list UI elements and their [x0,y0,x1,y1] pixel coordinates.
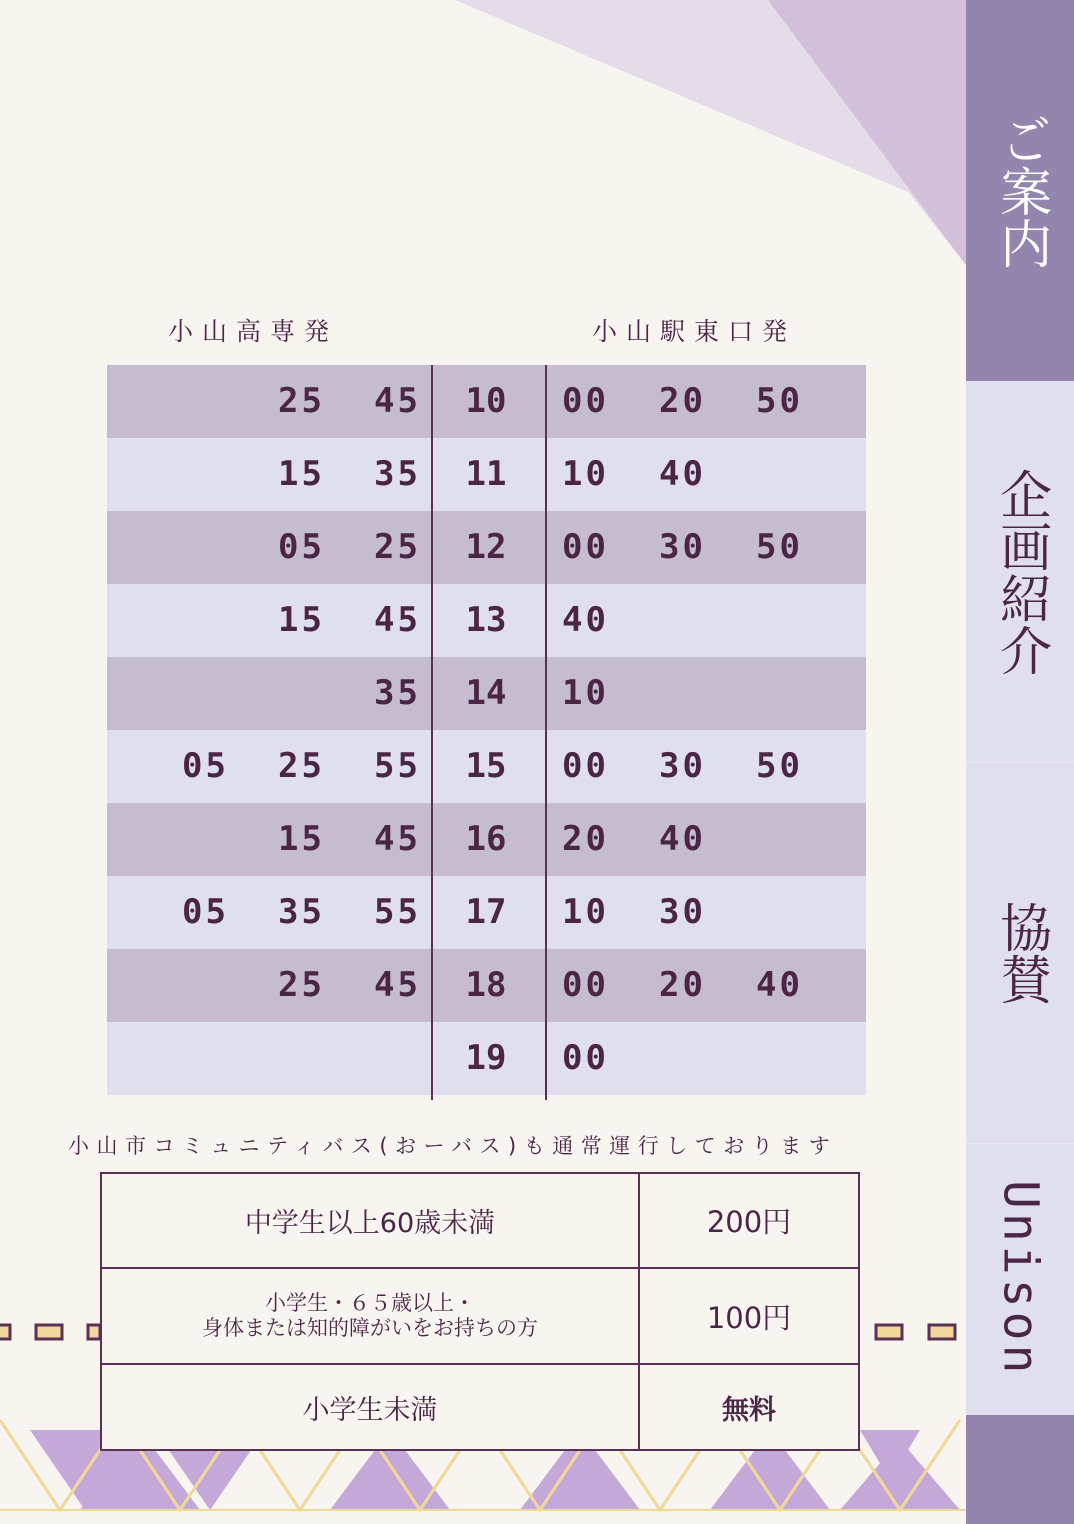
departure-minute-college: 15 [278,600,325,640]
fare-category-line: 身体または知的障がいをお持ちの方 [202,1316,538,1340]
hour-cell: 11 [465,454,507,494]
bus-timetable [107,365,866,1095]
timetable-row [107,803,866,876]
departure-minute-college: 35 [374,673,421,713]
departure-minute-college: 25 [278,965,325,1005]
hour-cell: 14 [465,673,507,713]
fare-row [102,1269,858,1365]
departure-minute-college: 15 [278,819,325,859]
side-tab-guide-label: ご案内 [990,112,1051,269]
departure-minute-station: 40 [562,600,609,640]
fare-table [100,1172,860,1451]
departure-minute-station: 00 [562,746,609,786]
fare-category: 中学生以上60歳未満 [102,1174,640,1267]
side-tab-plans-label: 企画紹介 [990,467,1051,676]
timetable-row [107,1022,866,1095]
departure-minute-college: 45 [374,965,421,1005]
side-bottom-block [966,1415,1074,1524]
fare-category [102,1269,640,1363]
side-tab-unison[interactable] [966,1143,1074,1415]
hour-cell: 19 [465,1038,507,1078]
departure-minute-station: 00 [562,1038,609,1078]
timetable-row [107,657,866,730]
hour-cell: 13 [465,600,507,640]
departure-minute-college: 05 [182,892,229,932]
departure-minute-station: 50 [756,746,803,786]
departure-minute-college: 25 [374,527,421,567]
fare-row [102,1174,858,1269]
side-tab-plans[interactable] [966,381,1074,762]
departure-minute-college: 25 [278,381,325,421]
column-divider [545,365,547,1100]
departure-minute-station: 00 [562,965,609,1005]
column-divider [431,365,433,1100]
departure-minute-station: 50 [756,381,803,421]
fare-category-line: 小学生・６５歳以上・ [265,1290,475,1315]
departure-minute-station: 20 [562,819,609,859]
side-tab-guide[interactable] [966,0,1074,381]
departure-minute-college: 45 [374,819,421,859]
departure-minute-station: 50 [756,527,803,567]
fare-price: 100円 [706,1300,792,1335]
departure-minute-college: 55 [374,746,421,786]
departure-minute-college: 45 [374,381,421,421]
departure-minute-station: 20 [659,965,706,1005]
departure-minute-station: 40 [756,965,803,1005]
departure-minute-station: 10 [562,892,609,932]
fare-price: 無料 [722,1394,776,1426]
header-from-station: 小山駅東口発 [592,317,797,346]
departure-minute-station: 30 [659,746,706,786]
departure-minute-station: 30 [659,527,706,567]
hour-cell: 18 [465,965,507,1005]
departure-minute-college: 55 [374,892,421,932]
departure-minute-station: 00 [562,381,609,421]
side-tab-unison-label: Unison [992,1180,1049,1378]
departure-minute-college: 15 [278,454,325,494]
side-divider [966,762,1074,763]
departure-minute-station: 40 [659,819,706,859]
departure-minute-college: 45 [374,600,421,640]
departure-minute-station: 00 [562,527,609,567]
side-divider [966,1143,1074,1144]
hour-cell: 10 [465,381,507,421]
fare-price: 200円 [706,1205,792,1239]
fare-category: 小学生未満 [102,1365,640,1449]
departure-minute-college: 35 [374,454,421,494]
timetable-row [107,730,866,803]
departure-minute-station: 30 [659,892,706,932]
hour-cell: 16 [465,819,507,859]
departure-minute-college: 25 [278,746,325,786]
community-bus-notice: 小山市コミュニティバス(おーバス)も通常運行しております [68,1134,838,1158]
departure-minute-college: 05 [278,527,325,567]
side-tab-sponsor[interactable] [966,762,1074,1143]
departure-minute-station: 10 [562,454,609,494]
hour-cell: 15 [465,746,507,786]
departure-minute-station: 40 [659,454,706,494]
departure-minute-college: 35 [278,892,325,932]
timetable-row [107,876,866,949]
timetable-row [107,584,866,657]
hour-cell: 17 [465,892,507,932]
header-from-college: 小山高専発 [168,317,339,346]
hour-cell: 12 [465,527,507,567]
departure-minute-station: 10 [562,673,609,713]
departure-minute-college: 05 [182,746,229,786]
timetable-row [107,511,866,584]
timetable-row [107,365,866,438]
side-tab-sponsor-label: 協賛 [990,900,1051,1005]
departure-minute-station: 20 [659,381,706,421]
timetable-row [107,949,866,1022]
fare-row [102,1365,858,1449]
timetable-row [107,438,866,511]
